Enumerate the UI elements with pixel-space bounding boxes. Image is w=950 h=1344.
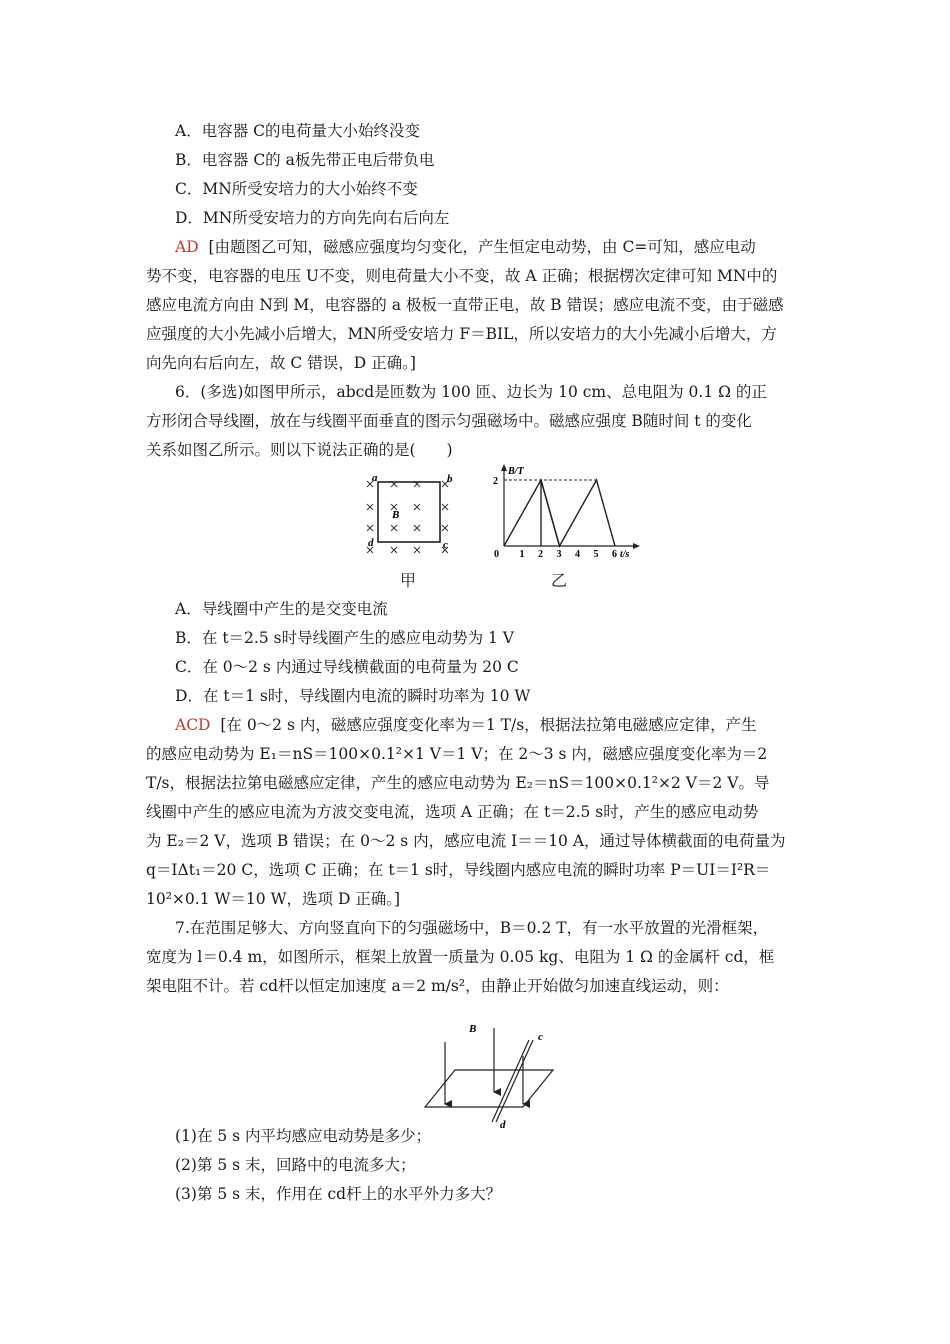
q5-answer-label: AD [175,238,199,256]
y-tick-2: 2 [493,476,498,487]
q5-solution-line-3: 感应电流方向由 N到 M，电容器的 a 极板一直带正电，故 B 错误；感应电流不变，由于磁感 [146,296,784,314]
q7-stem-line-3: 架电阻不计。若 cd杆以恒定加速度 a＝2 m/s²，由静止开始做匀加速直线运动，则： [146,977,729,995]
q6-stem-line-1: 6．(多选)如图甲所示，abcd是匝数为 100 匝、边长为 10 cm、总电阻为 0.1 Ω 的正 [175,383,767,401]
y-axis-arrow [501,464,507,471]
bt-segment-2-3 [541,480,560,546]
coil-square [378,482,440,542]
q5-option-d: D．MN所受安培力的方向先向右后向左 [175,209,450,227]
q5-option-a: A．电容器 C的电荷量大小始终没变 [175,122,420,140]
q5-solution-line-2: 势不变，电容器的电压 U不变，则电荷量大小不变，故 A 正确；根据楞次定律可知 MN中的 [146,267,778,285]
field-cross-14 [414,547,420,553]
field-cross-11 [442,525,448,531]
q6-option-a: A．导线圈中产生的是交变电流 [175,600,388,618]
frame-plane [425,1070,553,1107]
q7-sub-1: (1)在 5 s 内平均感应电动势是多少； [175,1127,432,1145]
field-cross-13 [391,547,397,553]
figure-coil-in-field [355,470,465,560]
q6-solution-line-7: 10²×0.1 W＝10 W，选项 D 正确。] [146,890,401,908]
q5-option-c: C．MN所受安培力的大小始终不变 [175,180,418,198]
q6-option-c: C．在 0～2 s 内通过导线横截面的电荷量为 20 C [175,658,519,676]
label-c: c [443,539,448,551]
figure-rail-frame [420,1018,560,1130]
q7-stem-line-2: 宽度为 l＝0.4 m，如图所示，框架上放置一质量为 0.05 kg、电阻为 1 Ω 的金属杆 cd，框 [146,948,775,966]
x-tick-6: 6 [612,549,617,560]
q5-solution-line-4: 应强度的大小先减小后增大，MN所受安培力 F＝BIL，所以安培力的大小先减小后增大，方 [146,325,777,343]
field-cross-4 [367,504,373,510]
caption-jia: 甲 [400,571,417,590]
x-tick-4: 4 [575,549,580,560]
x-axis-arrow [633,543,640,549]
q7-sub-2: (2)第 5 s 末，回路中的电流多大； [175,1156,416,1174]
q6-stem-line-3: 关系如图乙所示。则以下说法正确的是( ) [146,441,453,459]
x-tick-1: 1 [519,549,525,560]
q6-solution-line-1: ACD [在 0～2 s 内，磁感应强度变化率为＝1 T/s，根据法拉第电磁感应定律，产生 [175,716,757,734]
q7-sub-3: (3)第 5 s 末，作用在 cd杆上的水平外力多大？ [175,1185,502,1203]
field-cross-7 [442,504,448,510]
q6-stem-line-2: 方形闭合导线圈，放在与线圈平面垂直的图示匀强磁场中。磁感应强度 B随时间 t 的变化 [146,412,752,430]
label-c-rod: c [538,1031,543,1043]
label-d: d [368,537,374,549]
x-tick-2: 2 [538,549,543,560]
label-B-field: B [469,1023,477,1035]
label-d-rod: d [500,1119,506,1130]
q5-solution-line-5: 向先向右后向左，故 C 错误，D 正确。] [146,354,416,372]
x-tick-5: 5 [593,549,599,560]
caption-yi: 乙 [551,571,568,590]
bt-graph [486,462,646,562]
q6-solution-line-4: 线圈中产生的感应电流为方波交变电流，选项 A 正确；在 t＝2.5 s时，产生的感应电动势 [146,803,759,821]
q6-option-b: B．在 t＝2.5 s时导线圈产生的感应电动势为 1 V [175,629,514,647]
q5-option-b: B．电容器 C的 a板先带正电后带负电 [175,151,435,169]
bt-series-line [504,480,615,546]
label-b: b [447,473,453,485]
field-cross-10 [414,525,420,531]
q6-solution-line-6: q＝IΔt₁＝20 C，选项 C 正确；在 t＝1 s时，导线圈内感应电流的瞬时功率 P＝UI＝I²R＝ [146,861,771,879]
field-cross-9 [391,525,397,531]
q6-solution-line-3: T/s，根据法拉第电磁感应定律，产生的感应电动势为 E₂＝nS＝100×0.1²×2 V＝2 V。导 [146,774,770,792]
field-cross-6 [414,504,420,510]
field-cross-8 [367,525,373,531]
q6-option-d: D．在 t＝1 s时，导线圈内电流的瞬时功率为 10 W [175,687,531,705]
rod-cd [492,1040,533,1122]
q6-answer-label: ACD [175,716,211,734]
label-a: a [372,472,378,484]
q5-solution-line-1: AD [由题图乙可知，磁感应强度均匀变化，产生恒定电动势，由 C=可知，感应电动 [175,238,756,256]
x-tick-3: 3 [556,549,562,560]
x-axis-label: t/s [620,549,630,560]
q6-solution-line-2: 的感应电动势为 E₁＝nS＝100×0.1²×1 V＝1 V；在 2～3 s 内，磁感应强度变化率为＝2 [146,745,768,763]
x-tick-0: 0 [494,549,499,560]
y-axis-label: B/T [508,466,524,477]
q7-stem-line-1: 7.在范围足够大、方向竖直向下的匀强磁场中，B＝0.2 T，有一水平放置的光滑框架， [175,919,769,937]
label-B: B [392,509,400,521]
q6-solution-line-5: 为 E₂＝2 V，选项 B 错误；在 0～2 s 内，感应电流 I＝＝10 A，通过导体横截面的电荷量为 [146,832,786,850]
